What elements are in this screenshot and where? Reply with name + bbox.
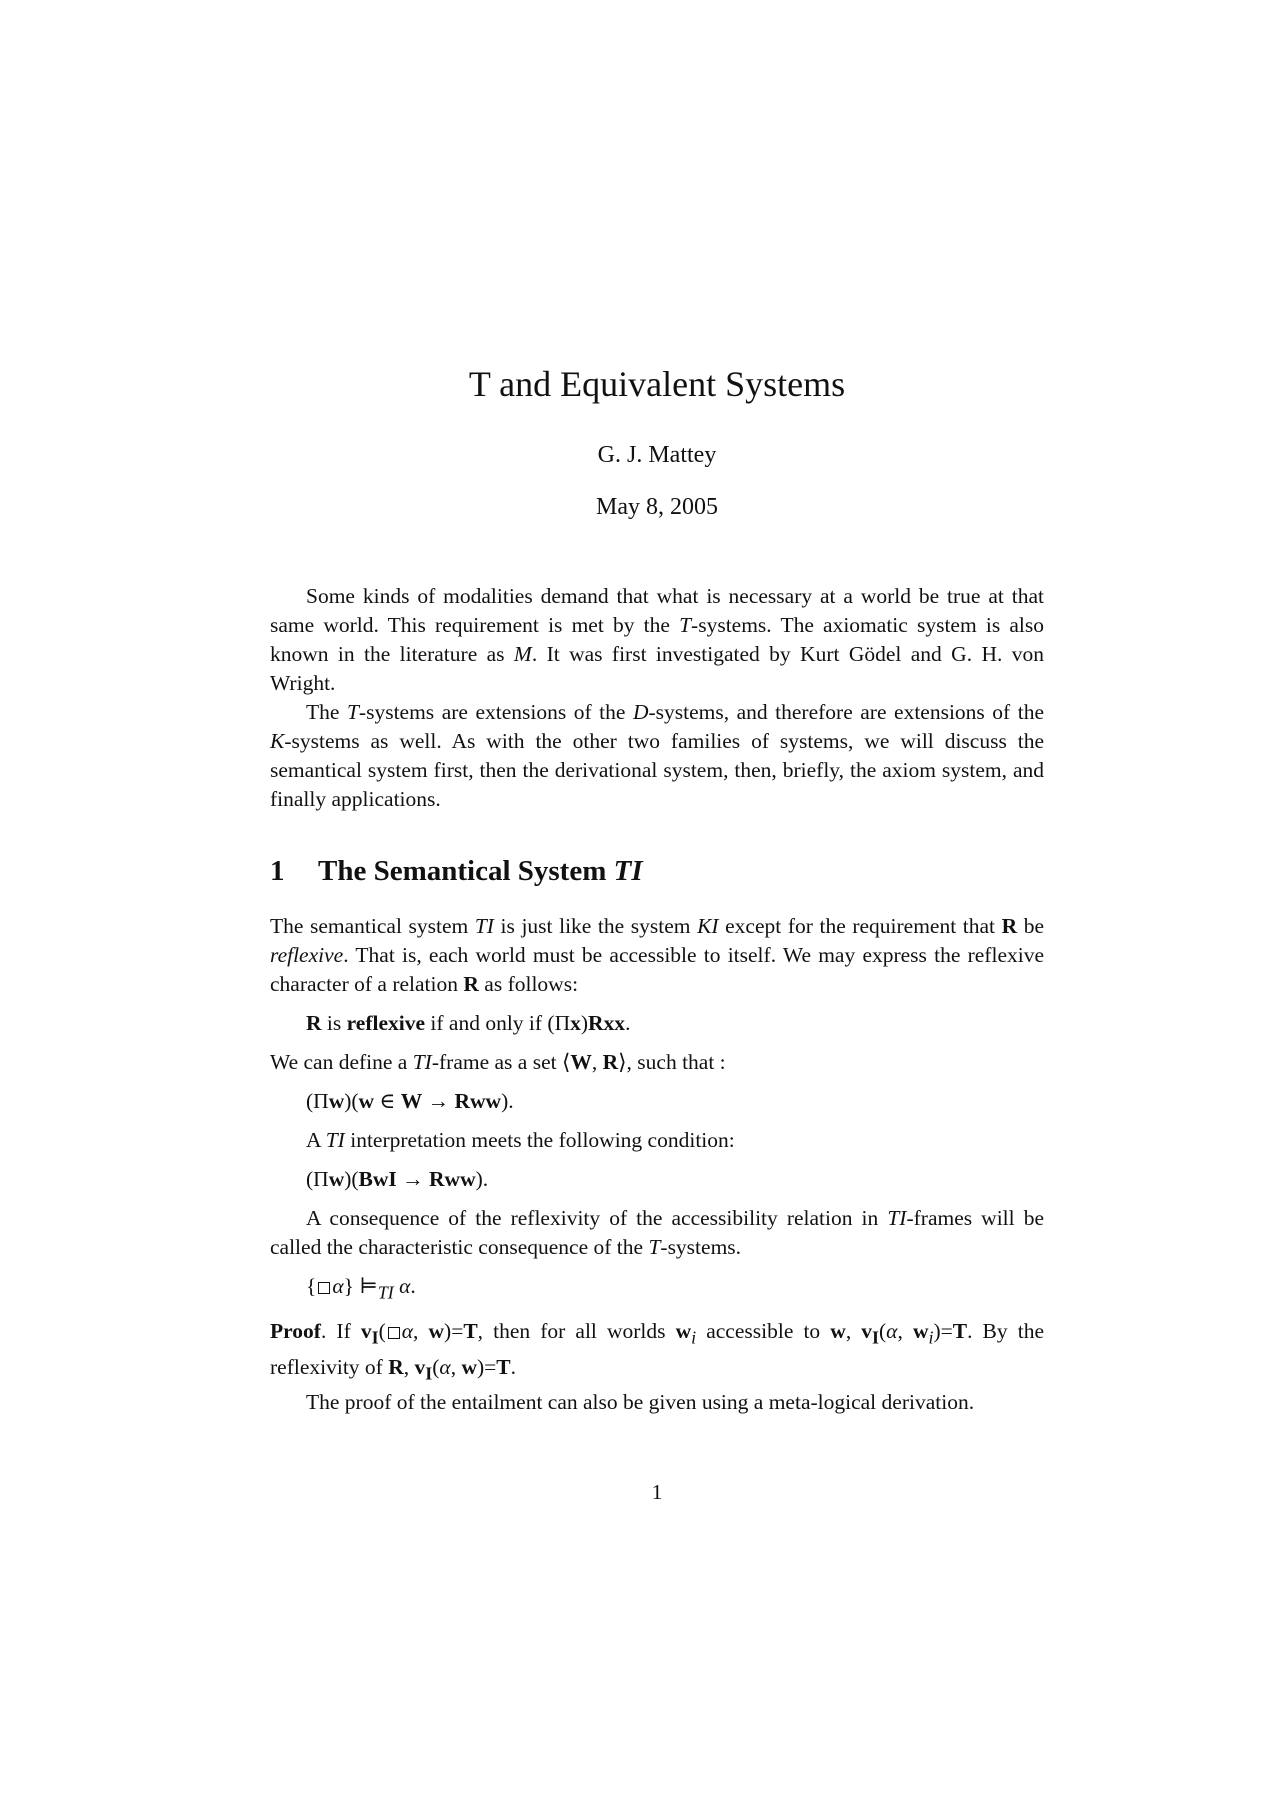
- entailment-formula: { α} $⊨_{TI}$ α.: [306, 1274, 416, 1303]
- closing-sentence: The proof of the entailment can also be given using a meta-logical derivation.: [306, 1389, 975, 1414]
- intro-paragraph-1: Some kinds of modalities demand that what is necessary at a world be true at that same world. This requirement is met by the T-systems. The axiomatic system is also known in the literature as M. It was first investigated by Kurt Gödel and G. H. von Wright.: [270, 584, 1044, 695]
- reflexive-definition: R is reflexive if and only if (Πx)Rxx.: [306, 1011, 631, 1035]
- interpretation-text: A TI interpretation meets the following condition:: [306, 1128, 735, 1152]
- intro-text: [270, 582, 1044, 814]
- proof-label: Proof: [270, 1319, 321, 1344]
- paper-date: May 8, 2005: [596, 494, 718, 520]
- intro-paragraph-2: The T-systems are extensions of the D-systems, and therefore are extensions of the K-systems as well. As with the other two families of systems, we will discuss the semantical system first, then the derivational system, then, briefly, the axiom system, and finally applications.: [270, 700, 1044, 811]
- paper-title: T and Equivalent Systems: [468, 364, 846, 404]
- necessity-box-icon: [318, 1282, 330, 1294]
- section-heading: 1 The Semantical System TI: [270, 855, 643, 887]
- consequence-text: A consequence of the reflexivity of the accessibility relation in TI-frames will be called the characteristic consequence of the T-systems.: [270, 1206, 1044, 1259]
- proof-paragraph: Proof. If $v_I$( α, w)=T, then for all worlds $w_i$ accessible to w, $v_I(\alpha$, $w_i)=T$. By the reflexivity of R, $v_I(\alpha$, w)=T.: [270, 1319, 1045, 1383]
- paper-author: G. J. Mattey: [597, 442, 717, 468]
- frame-formula: (Πw)(w ∈ W → Rww).: [306, 1089, 514, 1113]
- frame-definition: We can define a TI-frame as a set ⟨W, R⟩, such that :: [270, 1050, 726, 1074]
- necessity-box-icon: [388, 1327, 400, 1339]
- interpretation-formula: (Πw)(BwI → Rww).: [306, 1167, 489, 1191]
- section-1-text: [270, 912, 1044, 1417]
- page-number: 1: [651, 1480, 663, 1504]
- section-number: 1: [270, 855, 285, 887]
- section-paragraph-1: The semantical system TI is just like the system KI except for the requirement that R be reflexive. That is, each world must be accessible to itself. We may express the reflexive character of a relation R as follows:: [270, 914, 1044, 996]
